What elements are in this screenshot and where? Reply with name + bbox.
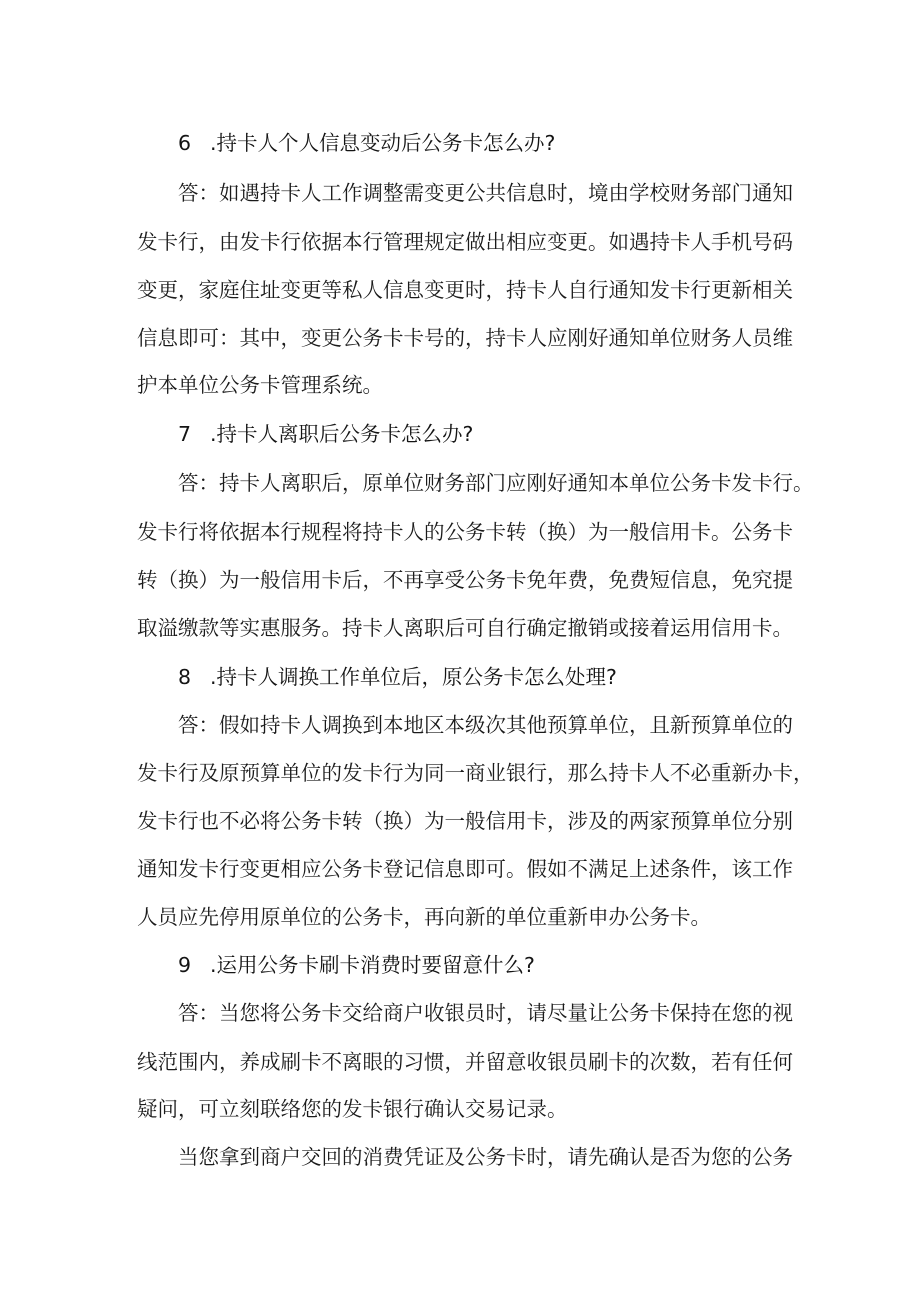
section-8-line-5: 人员应先停用原单位的公务卡，再向新的单位重新申办公务卡。	[137, 905, 711, 929]
section-8-heading	[178, 662, 617, 692]
section-9-line-4: 当您拿到商户交回的消费凭证及公务卡时，请先确认是否为您的公务	[178, 1145, 793, 1169]
section-6-heading	[178, 128, 555, 158]
section-8-line-2: 发卡行及原预算单位的发卡行为同一商业银行，那么持卡人不必重新办卡，	[137, 761, 814, 785]
section-7-line-4: 取溢缴款等实惠服务。持卡人离职后可自行确定撤销或接着运用信用卡。	[137, 616, 793, 640]
section-9-title: .运用公务卡刷卡消费时要留意什么?	[210, 953, 535, 977]
section-7-line-3: 转（换）为一般信用卡后，不再享受公务卡免年费，免费短信息，免究提	[137, 568, 793, 592]
section-9-line-2: 线范围内，养成刷卡不离眼的习惯，并留意收银员刷卡的次数，若有任何	[137, 1050, 793, 1074]
section-9-number: 9	[178, 953, 192, 977]
section-6-line-4: 信息即可：其中，变更公务卡卡号的，持卡人应刚好通知单位财务人员维	[137, 326, 793, 350]
section-6-line-2: 发卡行，由发卡行依据本行管理规定做出相应变更。如遇持卡人手机号码	[137, 230, 793, 254]
section-9-heading	[178, 950, 535, 980]
section-9-line-3: 疑问，可立刻联络您的发卡银行确认交易记录。	[137, 1097, 568, 1121]
section-6-line-3: 变更，家庭住址变更等私人信息变更时，持卡人自行通知发卡行更新相关	[137, 278, 793, 302]
section-7-heading	[178, 419, 473, 449]
section-7-title: .持卡人离职后公务卡怎么办?	[210, 422, 474, 446]
section-9-line-1: 答：当您将公务卡交给商户收银员时，请尽量让公务卡保持在您的视	[178, 1001, 793, 1025]
section-7-number: 7	[178, 422, 192, 446]
section-6-line-5: 护本单位公务卡管理系统。	[137, 373, 383, 397]
section-7-line-2: 发卡行将依据本行规程将持卡人的公务卡转（换）为一般信用卡。公务卡	[137, 520, 793, 544]
section-8-title: .持卡人调换工作单位后，原公务卡怎么处理?	[210, 665, 617, 689]
section-8-line-1: 答：假如持卡人调换到本地区本级次其他预算单位，且新预算单位的	[178, 713, 793, 737]
section-6-line-1: 答：如遇持卡人工作调整需变更公共信息时，境由学校财务部门通知	[178, 181, 793, 205]
section-7-line-1: 答：持卡人离职后，原单位财务部门应刚好通知本单位公务卡发卡行。	[178, 471, 814, 495]
section-8-number: 8	[178, 665, 192, 689]
section-8-line-4: 通知发卡行变更相应公务卡登记信息即可。假如不满足上述条件，该工作	[137, 857, 793, 881]
section-6-title: .持卡人个人信息变动后公务卡怎么办?	[210, 131, 556, 155]
section-8-line-3: 发卡行也不必将公务卡转（换）为一般信用卡，涉及的两家预算单位分别	[137, 809, 793, 833]
section-6-number: 6	[178, 131, 192, 155]
